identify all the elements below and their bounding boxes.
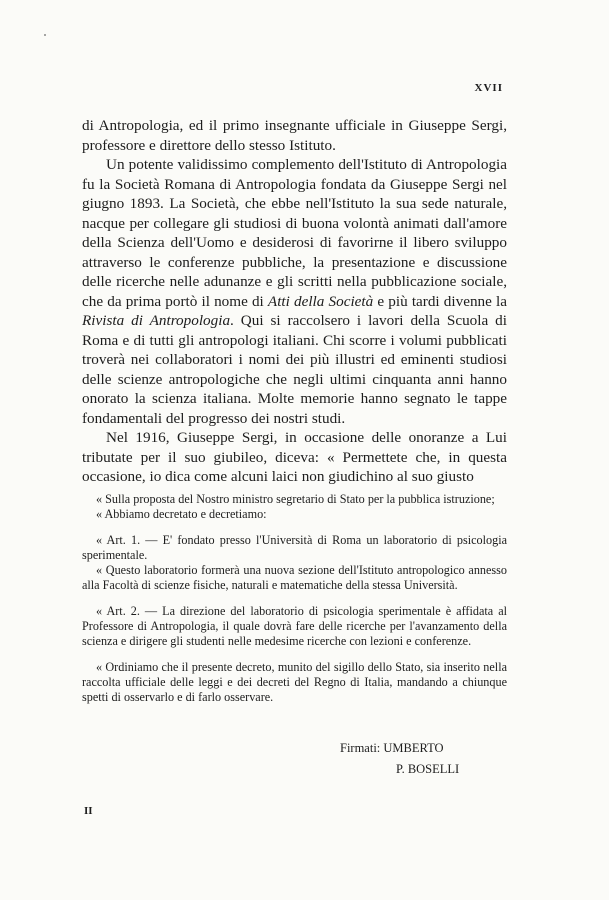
footnote-line: « Questo laboratorio formerà una nuova sezione dell'Istituto antropologico annesso alla Facoltà di scienze fisiche, naturali e matematiche della stessa Università. [82,563,507,592]
footnote-line: « Abbiamo decretato e decretiamo: [96,507,267,521]
page-number: XVII [474,82,503,94]
footnote-line: « Ordiniamo che il presente decreto, munito del sigillo dello Stato, sia inserito nella raccolta ufficiale delle leggi e dei decreti del Regno di Italia, mandando a chiunque spetti di osservarlo e di farlo osservare. [82,660,507,704]
footnote-line: « Sulla proposta del Nostro ministro segretario di Stato per la pubblica istruzione; [96,492,495,506]
footnote-line: « Art. 1. — E' fondato presso l'Università di Roma un laboratorio di psicologia sperimentale. [82,533,507,562]
signature-boselli: P. BOSELLI [396,762,460,776]
signatures [330,738,510,780]
paragraph-1: di Antropologia, ed il primo insegnante ufficiale in Giuseppe Sergi, professore e direttore dello stesso Istituto. [82,117,507,154]
signature-umberto: Firmati: UMBERTO [340,741,444,755]
paragraph-2-text: Un potente validissimo complemento dell'Istituto di Antropologia fu la Società Romana di Antropologia fondata da Giuseppe Sergi nel giugno 1893. La Società, che ebbe nell'Istituto la sua sede naturale, nacque per collegare gli studiosi di buona volontà animati dall'amore della Scienza dell'Uomo e desiderosi di favorirne il libero sviluppo attraverso le conferenze pubbliche, la presentazione e discussione delle ricerche nelle adunanze e gli scritti nella pubblicazione sociale, che da prima portò il nome di [82,156,507,310]
footnote-line: « Art. 2. — La direzione del laboratorio di psicologia sperimentale è affidata al Professore di Antropologia, il quale dovrà fare delle ricerche per l'avanzamento della scienza e dirigere gli studenti nelle medesime ricerche con lezioni e conferenze. [82,604,507,648]
main-text [82,116,507,487]
journal-title-atti: Atti della Società [267,292,374,310]
paragraph-3: Nel 1916, Giuseppe Sergi, in occasione delle onoranze a Lui tributate per il suo giubileo, diceva: « Permettete che, in questa occasione, io dica come alcuni laici non giudichino al suo giusto [82,429,507,485]
footnotes [82,492,507,705]
paragraph-2 [82,155,507,428]
signature-mark: II [84,805,93,817]
paragraph-2-mid: e più tardi divenne la [373,292,507,310]
journal-title-rivista: Rivista di Antropologia [82,312,231,329]
paragraph-2-tail: . Qui si raccolsero i lavori della Scuola di Roma e di tutti gli antropologi italiani. Chi scorre i volumi pubblicati troverà nei collaboratori i nomi dei più illustri ed eminenti studiosi delle scienze antropologiche che negli ultimi cinquanta anni hanno onorato la scienza italiana. Molte memorie hanno segnato le tappe fondamentali del progresso dei nostri studi. [82,312,507,427]
speck-mark [44,34,46,36]
